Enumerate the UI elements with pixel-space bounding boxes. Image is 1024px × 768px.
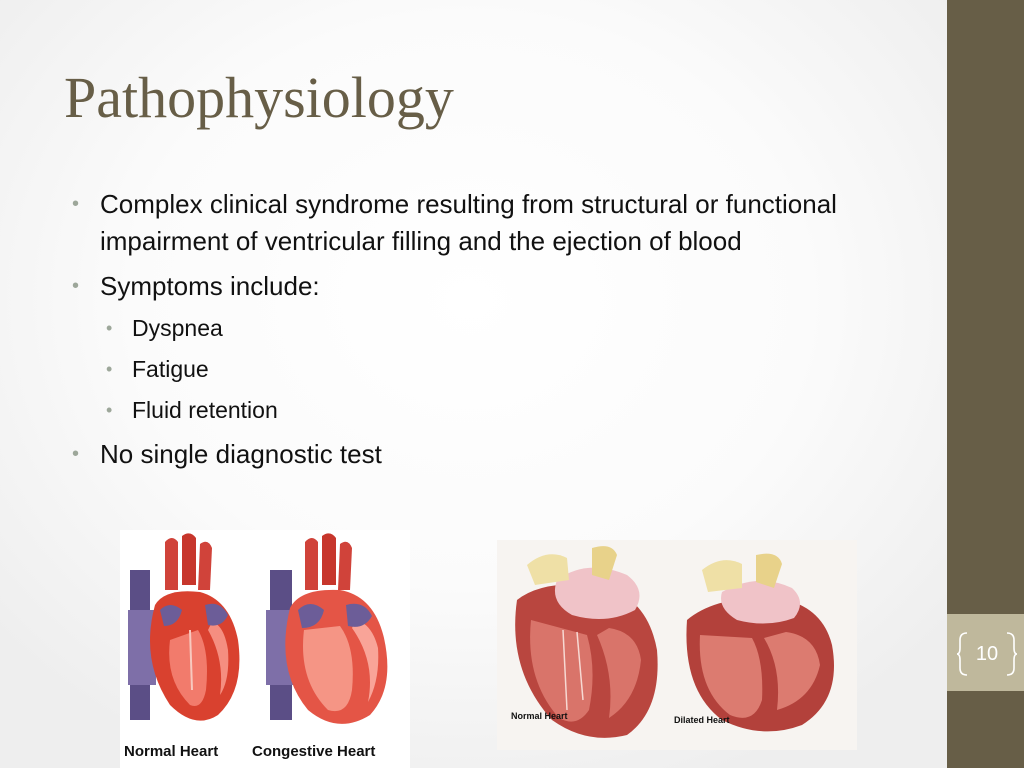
caption-dilated-heart: Dilated Heart (674, 715, 730, 725)
bullet-text: No single diagnostic test (100, 439, 382, 469)
sub-bullet-text: Dyspnea (132, 315, 223, 341)
normal-heart-cross-section (515, 546, 657, 738)
bullet-text: Symptoms include: (100, 271, 320, 301)
normal-heart-drawing (128, 533, 239, 720)
heart-cross-section-illustration (497, 540, 857, 750)
bullet-dot-icon: • (72, 443, 80, 465)
caption-normal-heart: Normal Heart (511, 711, 568, 721)
sub-bullet-text: Fatigue (132, 356, 209, 382)
page-number-frame (957, 631, 1017, 677)
slide-title: Pathophysiology (64, 65, 454, 130)
bullet-dot-icon: • (106, 400, 113, 420)
bullet-item (72, 436, 912, 473)
heart-comparison-illustration (120, 530, 410, 768)
sub-bullet-item (106, 313, 912, 343)
caption-congestive-heart: Congestive Heart (252, 743, 376, 760)
bullet-list (72, 186, 912, 481)
caption-normal-heart: Normal Heart (124, 743, 219, 760)
heart-diagram-icon (120, 530, 410, 768)
bullet-dot-icon: • (72, 193, 80, 215)
bullet-item (72, 186, 912, 260)
dilated-heart-cross-section (686, 554, 834, 732)
bullet-text: Complex clinical syndrome resulting from structural or functional impairment of ventricular filling and the ejection of blood (100, 189, 837, 256)
bullet-dot-icon: • (72, 275, 80, 297)
sub-bullet-item (106, 395, 912, 425)
bullet-dot-icon: • (106, 318, 113, 338)
page-number: 10 (975, 643, 999, 665)
congestive-heart-drawing (266, 533, 387, 723)
sub-bullet-text: Fluid retention (132, 397, 278, 423)
bullet-item (72, 268, 912, 305)
bullet-dot-icon: • (106, 359, 113, 379)
sub-bullet-item (106, 354, 912, 384)
